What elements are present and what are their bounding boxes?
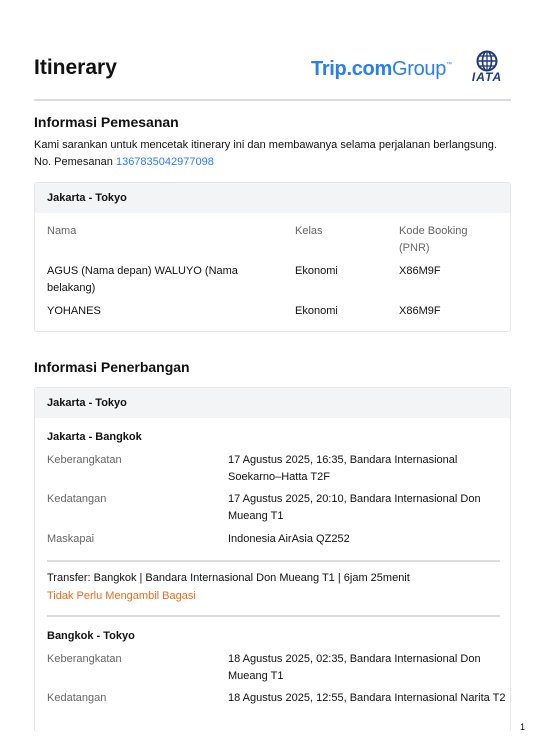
segment-1-departure-label: Keberangkatan	[47, 454, 122, 466]
passenger-card	[34, 182, 511, 332]
print-advice-note: Kami sarankan untuk mencetak itinerary ini dan membawanya selama perjalanan berlangsung.	[34, 139, 497, 151]
flight-card	[34, 387, 511, 732]
flight-section-title: Informasi Penerbangan	[34, 359, 190, 375]
segment-1-departure: 17 Agustus 2025, 16:35, Bandara Internasional Soekarno–Hatta T2F	[228, 454, 458, 483]
header	[34, 48, 511, 92]
logo-trip-light: Group	[391, 58, 447, 80]
order-number-link[interactable]: 1367835042977098	[115, 156, 214, 168]
globe-icon	[462, 50, 512, 72]
segment-2-arrival-label: Kedatangan	[47, 692, 107, 704]
passenger-2-name: YOHANES	[47, 305, 101, 317]
booking-section-title: Informasi Pemesanan	[34, 114, 179, 130]
transfer-info: Transfer: Bangkok | Bandara Internasional Don Mueang T1 | 6jam 25menit	[47, 572, 410, 584]
iata-wordmark: IATA	[471, 70, 503, 84]
segment-2-departure: 18 Agustus 2025, 02:35, Bandara Internasional Don Mueang T1	[228, 653, 481, 682]
order-number-line	[34, 156, 214, 168]
segment-divider	[47, 615, 500, 617]
page-number: 1	[520, 722, 526, 732]
passenger-card-route: Jakarta - Tokyo	[35, 183, 510, 213]
segment-1-arrival-label: Kedatangan	[47, 493, 107, 505]
trip-com-group-logo	[311, 58, 452, 81]
passenger-1-class: Ekonomi	[295, 265, 338, 277]
segment-1-airline: Indonesia AirAsia QZ252	[228, 533, 350, 545]
segment-2-title: Bangkok - Tokyo	[47, 630, 135, 642]
column-header-pnr: Kode Booking (PNR)	[399, 225, 468, 254]
segment-1-airline-label: Maskapai	[47, 533, 95, 545]
iata-logo	[462, 50, 512, 86]
page-title: Itinerary	[34, 56, 117, 79]
column-header-name: Nama	[47, 225, 77, 237]
order-number-label: No. Pemesanan	[34, 156, 113, 168]
logo-trip-tm: ™	[446, 62, 452, 68]
segment-2-arrival: 18 Agustus 2025, 12:55, Bandara Internasional Narita T2	[228, 692, 506, 704]
passenger-1-pnr: X86M9F	[399, 265, 441, 277]
segment-2-departure-label: Keberangkatan	[47, 653, 122, 665]
header-divider	[34, 99, 511, 101]
passenger-2-class: Ekonomi	[295, 305, 338, 317]
segment-1-arrival: 17 Agustus 2025, 20:10, Bandara Internasional Don Mueang T1	[228, 493, 481, 522]
baggage-note: Tidak Perlu Mengambil Bagasi	[47, 590, 196, 602]
segment-divider	[47, 560, 500, 562]
flight-card-route: Jakarta - Tokyo	[35, 388, 510, 418]
passenger-1-name: AGUS (Nama depan) WALUYO (Nama belakang)	[47, 265, 238, 294]
column-header-class: Kelas	[295, 225, 323, 237]
passenger-2-pnr: X86M9F	[399, 305, 441, 317]
segment-1-title: Jakarta - Bangkok	[47, 431, 142, 443]
logo-trip-bold: Trip.com	[311, 58, 392, 80]
